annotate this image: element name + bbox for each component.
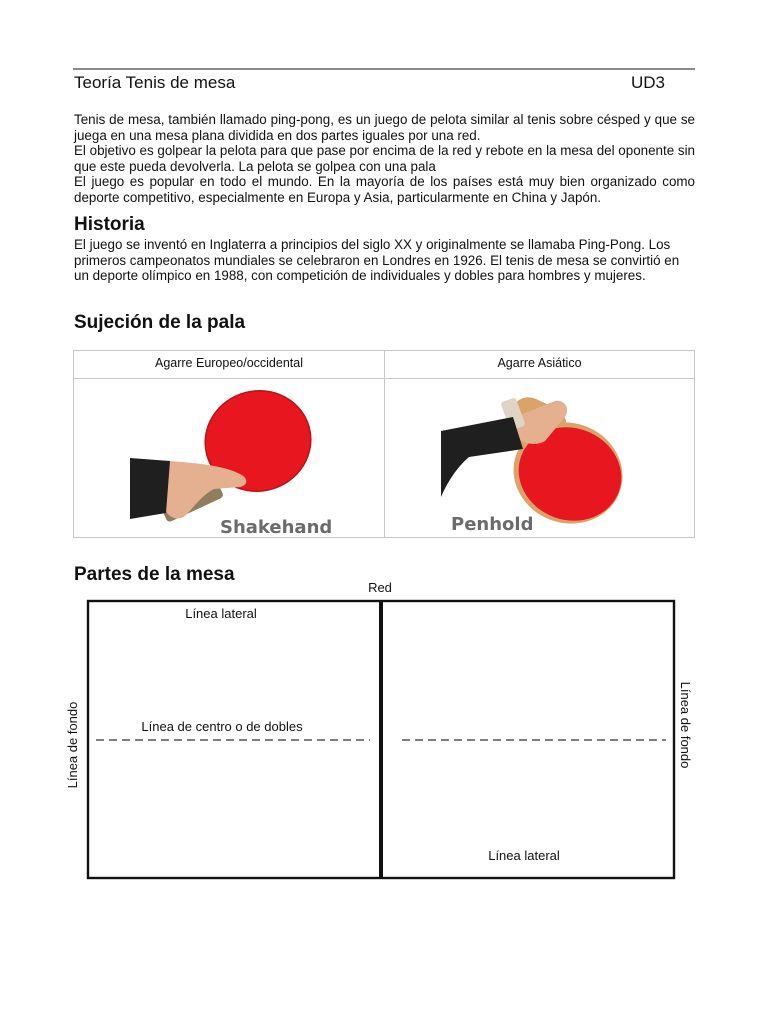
history-heading: Historia <box>74 214 145 235</box>
unit-label: UD3 <box>631 73 666 92</box>
intro-paragraph: Tenis de mesa, también llamado ping-pong, es un juego de pelota similar al tenis sobre césped y que se juega en una mesa plana dividida en dos partes iguales por una red. <box>74 112 695 143</box>
intro-paragraph: El juego es popular en todo el mundo. En la mayoría de los países está muy bien organizado como deporte competitivo, especialmente en Europa y Asia, particularmente en China y Japón. <box>74 174 695 205</box>
table-outline <box>88 601 674 878</box>
grip-header-asian: Agarre Asiático <box>385 351 694 379</box>
shakehand-illustration <box>74 379 384 537</box>
intro-paragraph: El objetivo es golpear la pelota para que pase por encima de la red y rebote en la mesa del oponente sin que este pueda devolverla. La pelota se golpea con una pala <box>74 143 695 174</box>
net-label: Red <box>368 580 392 595</box>
intro-section <box>74 112 695 205</box>
table-parts-heading: Partes de la mesa <box>74 564 235 585</box>
sleeve <box>130 458 170 519</box>
end-line-left-label: Línea de fondo <box>65 701 80 789</box>
penhold-illustration <box>385 379 694 537</box>
side-line-top-label: Línea lateral <box>185 606 257 621</box>
grip-table <box>73 350 695 538</box>
end-line-right-label: Línea de fondo <box>678 681 693 769</box>
sleeve <box>441 417 523 497</box>
grip-header-european: Agarre Europeo/occidental <box>74 351 384 379</box>
header-rule <box>73 68 695 70</box>
center-line-label: Línea de centro o de dobles <box>141 719 303 734</box>
side-line-bottom-label: Línea lateral <box>488 848 560 863</box>
page-title: Teoría Tenis de mesa <box>74 73 236 92</box>
grip-heading: Sujeción de la pala <box>74 312 246 333</box>
penhold-caption: Penhold <box>451 514 534 535</box>
penhold-image <box>385 379 694 537</box>
shakehand-caption: Shakehand <box>220 517 333 537</box>
history-text: El juego se inventó en Inglaterra a principios del siglo XX y originalmente se llamaba Ping-Pong. Los primeros campeonatos mundiales se celebraron en Londres en 1926. El tenis de mesa se convirtió en un deporte olímpico en 1988, con competición de individuales y dobles para hombres y mujeres. <box>74 237 680 283</box>
shakehand-image <box>74 379 384 537</box>
